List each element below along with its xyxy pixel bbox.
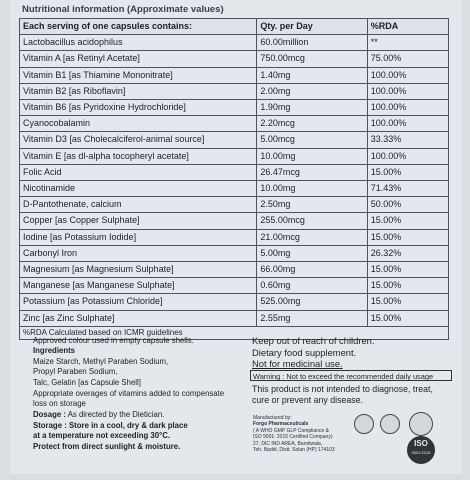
nutrient-cell: Zinc [as Zinc Sulphate] [20,310,257,326]
rda-cell: 100.00% [367,100,448,116]
ingredients-line-5: loss on storage [33,399,86,408]
mfg-line-3: ( A WHO GMP GLP Compliance & [253,427,329,434]
quality-seal-icon [380,414,400,434]
rda-cell: 100.00% [367,83,448,99]
rda-cell: 15.00% [367,213,448,229]
dietary-supplement: Dietary food supplement. [252,347,357,358]
nutrient-cell: Manganese [as Manganese Sulphate] [20,278,257,294]
certified-seal-icon [409,412,433,436]
storage-line-3: Protect from direct sunlight & moisture. [33,442,181,451]
storage-text: Store in a cool, dry & dark place [68,421,188,430]
qty-cell: 5.00mg [257,245,367,261]
nutrient-cell: Vitamin A [as Retinyl Acetate] [20,51,257,67]
nutrient-cell: Vitamin B2 [as Riboflavin] [20,83,257,99]
table-row [20,181,449,197]
table-row [20,310,449,326]
table-row [20,213,449,229]
storage-line [33,421,188,431]
rda-footnote: %RDA Calculated based on ICMR guidelines [20,326,449,339]
qty-cell: 21.00mcg [257,229,367,245]
mfg-line-4: ISO 9001: 2015 Certified Company) [253,434,333,441]
table-row [20,245,449,261]
rda-cell: 15.00% [367,262,448,278]
table-row [20,197,449,213]
dosage-text: As directed by the Dietician. [67,410,165,419]
dosage-line [33,410,164,420]
nutrient-cell: Vitamin B1 [as Thiamine Mononitrate] [20,67,257,83]
rda-cell: ** [367,35,448,51]
table-row [20,164,449,180]
rda-cell: 50.00% [367,197,448,213]
rda-cell: 100.00% [367,116,448,132]
nutrient-cell: Magnesium [as Magnesium Sulphate] [20,262,257,278]
rda-cell: 26.32% [367,245,448,261]
nutrient-cell: Vitamin E [as dl-alpha tocopheryl acetate] [20,148,257,164]
nutrient-cell: Lactobacillus acidophilus [20,35,257,51]
iso-badge-sub: 9001:2015 [411,450,431,455]
nutrient-cell: Copper [as Copper Sulphate] [20,213,257,229]
table-row [20,148,449,164]
nutrient-cell: Vitamin B6 [as Pyridoxine Hydrochloride] [20,100,257,116]
iso-badge-text: ISO [414,439,428,448]
mfg-line-6: Teh. Baddi, Distt. Solan (HP) 174103 [253,447,335,454]
table-row [20,83,449,99]
manufacturer-block [253,415,335,453]
header-nutrient: Each serving of one capsules contains: [20,19,257,35]
ingredients-line-1: Maize Starch, Methyl Paraben Sodium, [33,357,169,366]
nutrient-cell: Vitamin D3 [as Cholecalciferol-animal source] [20,132,257,148]
iso-badge-icon [407,436,435,464]
qty-cell: 0.60mg [257,278,367,294]
qty-cell: 255.00mcg [257,213,367,229]
disclaimer-line-2: cure or prevent any disease. [252,395,364,405]
qty-cell: 2.50mg [257,197,367,213]
qty-cell: 750.00mcg [257,51,367,67]
table-row [20,262,449,278]
rda-cell: 15.00% [367,294,448,310]
rda-cell: 33.33% [367,132,448,148]
nutrient-cell: Potassium [as Potassium Chloride] [20,294,257,310]
mfg-line-2: Forgo Pharmaceuticals [253,421,309,428]
header-rda: %RDA [367,19,448,35]
rda-cell: 15.00% [367,229,448,245]
rda-cell: 71.43% [367,181,448,197]
nutrition-table [19,18,449,340]
table-row [20,278,449,294]
nutrition-title: Nutritional information (Approximate values) [22,4,224,15]
qty-cell: 2.00mg [257,83,367,99]
table-row [20,67,449,83]
header-qty: Qty. per Day [257,19,367,35]
nutrient-cell: Cyanocobalamin [20,116,257,132]
table-row [20,116,449,132]
rda-cell: 75.00% [367,51,448,67]
ingredients-line-4: Appropriate overages of vitamins added to compensate [33,389,225,398]
qty-cell: 60.00million [257,35,367,51]
qty-cell: 525.00mg [257,294,367,310]
mfg-line-1: Manufactured by: [253,415,292,421]
mfg-line-5: 27, DIC IND AREA, Barotiwala, [253,440,323,447]
disclaimer-line-1: This product is not intended to diagnose, treat, [252,384,433,394]
qty-cell: 1.90mg [257,100,367,116]
qty-cell: 5.00mcg [257,132,367,148]
keep-out-reach: Keep out of reach of children. [252,335,375,346]
qty-cell: 1.40mg [257,67,367,83]
table-row [20,100,449,116]
qty-cell: 2.20mcg [257,116,367,132]
table-row [20,35,449,51]
warning-box: Warning : Not to exceed the recommended daily usage [250,370,452,381]
rda-cell: 15.00% [367,164,448,180]
ingredients-line-2: Propyl Paraben Sodium, [33,367,118,376]
storage-label: Storage : [33,421,67,430]
nutrient-cell: D-Pantothenate, calcium [20,197,257,213]
table-row [20,51,449,67]
nutrient-cell: Iodine [as Potassium Iodide] [20,229,257,245]
table-header-row [20,19,449,35]
table-row [20,294,449,310]
table-row [20,132,449,148]
gmp-seal-icon [354,414,374,434]
qty-cell: 10.00mg [257,148,367,164]
table-row [20,229,449,245]
nutrient-cell: Carbonyl Iron [20,245,257,261]
qty-cell: 66.00mg [257,262,367,278]
not-medicinal: Not for medicinal use. [252,358,343,369]
storage-line-2: at a temperature not exceeding 30°C. [33,431,171,440]
nutrient-cell: Nicotinamide [20,181,257,197]
approved-colour-note: Approved colour used in empty capsule shells. [33,336,194,345]
rda-cell: 100.00% [367,67,448,83]
ingredients-line-3: Talc, Gelatin [as Capsule Shell] [33,378,141,387]
qty-cell: 26.47mcg [257,164,367,180]
rda-cell: 15.00% [367,310,448,326]
dosage-label: Dosage : [33,410,66,419]
qty-cell: 10.00mg [257,181,367,197]
rda-cell: 15.00% [367,278,448,294]
ingredients-heading: Ingredients [33,346,76,355]
rda-cell: 100.00% [367,148,448,164]
qty-cell: 2.55mg [257,310,367,326]
nutrient-cell: Folic Acid [20,164,257,180]
